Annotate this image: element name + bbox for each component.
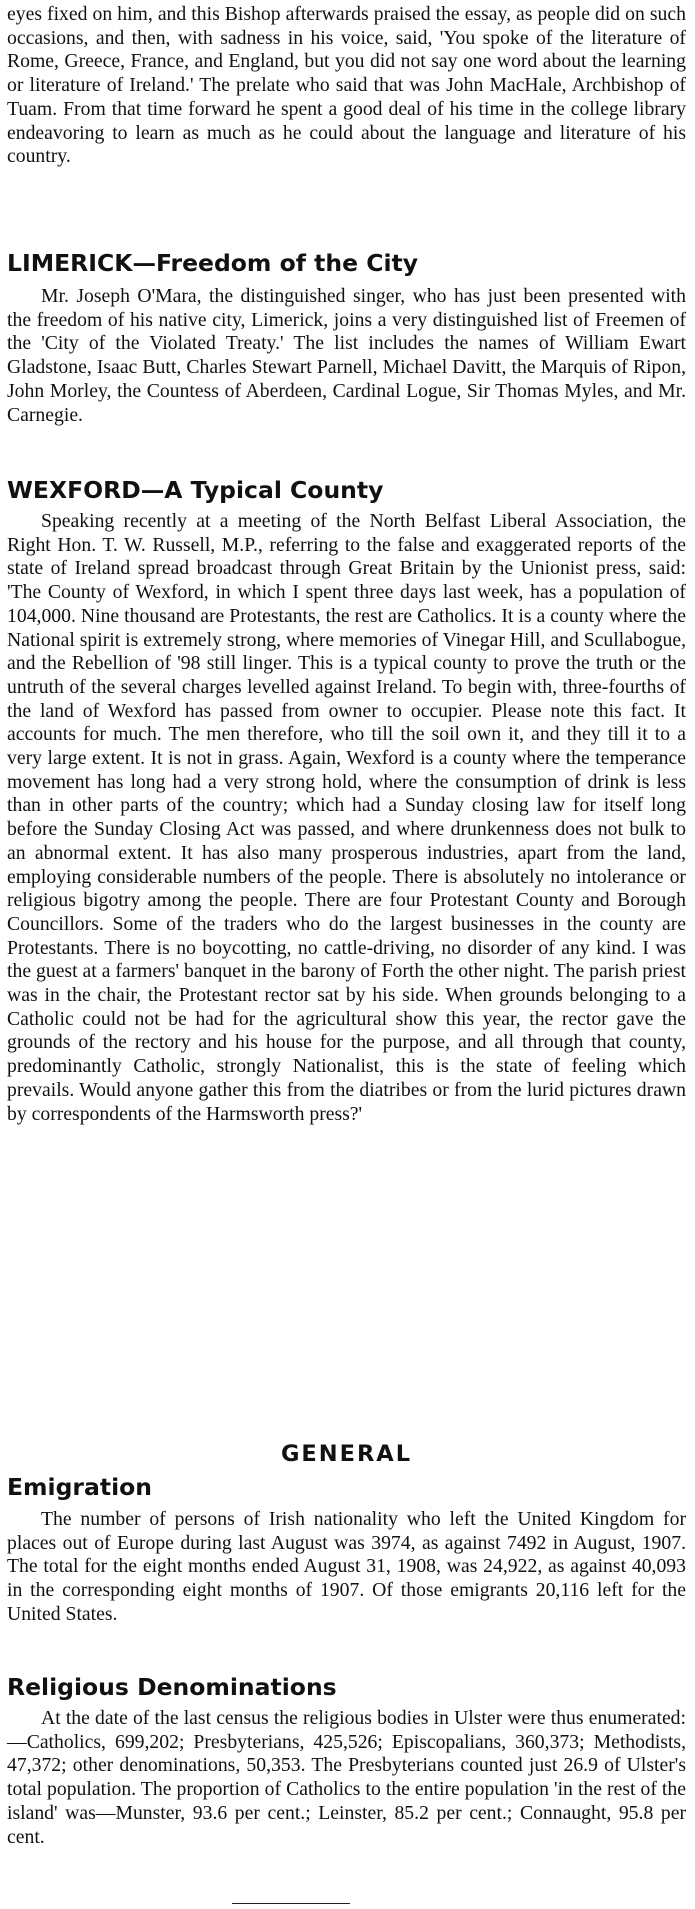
wexford-heading: WEXFORD—A Typical County <box>7 476 384 504</box>
limerick-paragraph: Mr. Joseph O'Mara, the distinguished singer, who has just been presented with the freedom of his native city, Limerick, joins a very distinguished list of Freemen of the 'City of the Violated Treaty.' The list includes the names of William Ewart Gladstone, Isaac Butt, Charles Stewart Parnell, Michael Davitt, the Marquis of Ripon, John Morley, the Countess of Aberdeen, Cardinal Logue, Sir Thomas Myles, and Mr. Carnegie. <box>7 285 686 426</box>
footer-rule <box>232 1903 350 1904</box>
religious-denominations-heading: Religious Denominations <box>7 1673 337 1701</box>
wexford-paragraph: Speaking recently at a meeting of the North Belfast Liberal Association, the Right Hon. T. W. Russell, M.P., referring to the false and exaggerated reports of the state of Ireland spread broadcast through Great Britain by the Unionist press, said: 'The County of Wexford, in which I spent three days last week, has a population of 104,000. Nine thousand are Protestants, the rest are Catholics. It is a county where the National spirit is extremely strong, where memories of Vinegar Hill, and Scullabogue, and the Rebellion of '98 still linger. This is a typical county to prove the truth or the untruth of the several charges levelled against Ireland. To begin with, three-fourths of the land of Wexford has passed from owner to occupier. Please note this fact. It accounts for much. The men therefore, who till the soil own it, and they till it to a very large extent. It is not in grass. Again, Wexford is a county where the temperance movement has long had a very strong hold, where the consumption of drink is less than in other parts of the country; which had a Sunday closing law for itself long before the Sunday Closing Act was passed, and where drunkenness does not bulk to an abnormal extent. It has also many prosperous industries, apart from the land, employing considerable numbers of the people. There is absolutely no intolerance or religious bigotry among the people. There are four Protestant County and Borough Councillors. Some of the traders who do the largest businesses in the county are Protestants. There is no boycotting, no cattle-driving, no disorder of any kind. I was the guest at a farmers' banquet in the barony of Forth the other night. The parish priest was in the chair, the Protestant rector sat by his side. When grounds belonging to a Catholic could not be had for the agricultural show this year, the rector gave the grounds of the rectory and his house for the purpose, and all through that county, predominantly Catholic, strongly Nationalist, this is the state of feeling which prevails. Would anyone gather this from the diatribes or from the lurid pictures drawn by correspondents of the Harmsworth press?' <box>7 510 686 1125</box>
emigration-paragraph: The number of persons of Irish nationality who left the United Kingdom for places out of Europe during last August was 3974, as against 7492 in August, 1907. The total for the eight months ended August 31, 1908, was 24,922, as against 40,093 in the corresponding eight months of 1907. Of those emigrants 20,116 left for the United States. <box>7 1508 686 1625</box>
religious-denominations-paragraph: At the date of the last census the religious bodies in Ulster were thus enumerated:—Catholics, 699,202; Presbyterians, 425,526; Episcopalians, 360,373; Methodists, 47,372; other denominations, 50,353. The Presbyterians counted just 26.9 of Ulster's total population. The proportion of Catholics to the entire population 'in the rest of the island' was—Munster, 93.6 per cent.; Leinster, 85.2 per cent.; Connaught, 95.8 per cent. <box>7 1707 686 1848</box>
general-section-title: GENERAL <box>280 1441 413 1467</box>
intro-paragraph: eyes fixed on him, and this Bishop afterwards praised the essay, as people did on such occasions, and then, with sadness in his voice, said, 'You spoke of the literature of Rome, Greece, France, and England, but you did not say one word about the learning or literature of Ireland.' The prelate who said that was John MacHale, Archbishop of Tuam. From that time forward he spent a good deal of his time in the college library endeavoring to learn as much as he could about the language and literature of his country. <box>7 3 686 168</box>
emigration-heading: Emigration <box>7 1473 153 1501</box>
limerick-heading: LIMERICK—Freedom of the City <box>7 249 419 277</box>
